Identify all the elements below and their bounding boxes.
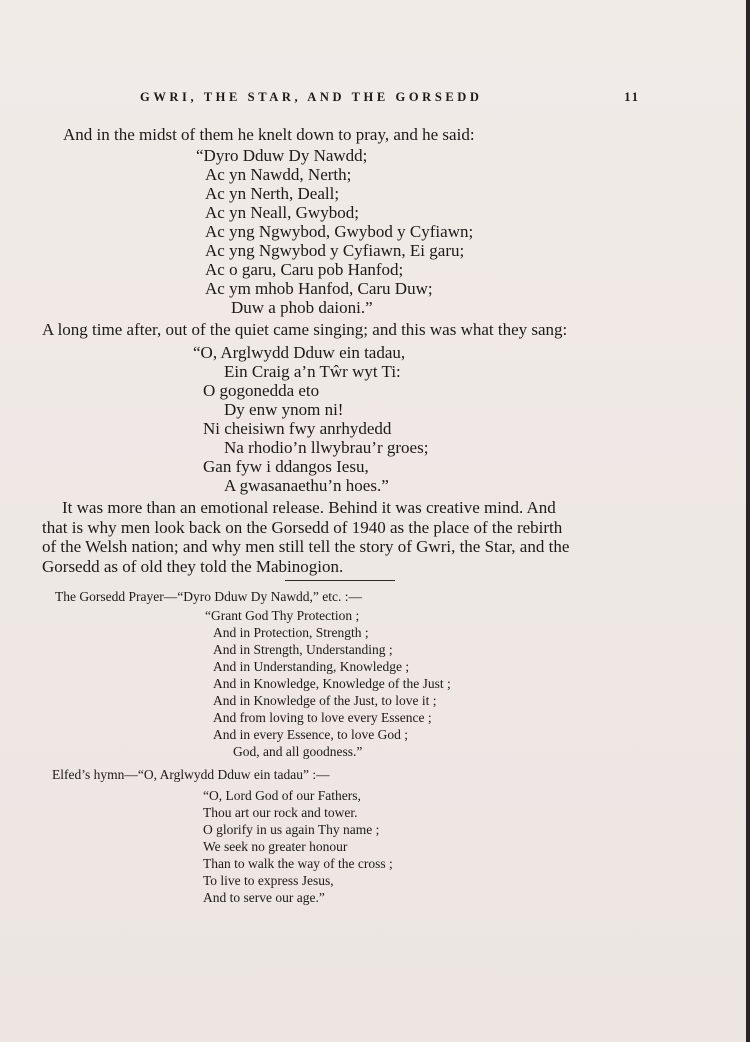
hymn-line: Dy enw ynom ni! — [224, 400, 344, 419]
footnote-line: We seek no greater honour — [203, 839, 348, 854]
hymn-line: Ein Craig a’n Tŵr wyt Ti: — [224, 362, 401, 381]
footnote-line: “O, Lord God of our Fathers, — [203, 788, 361, 803]
paragraph-line: Gorsedd as of old they told the Mabinogion. — [42, 556, 344, 576]
footnote-line: And from loving to love every Essence ; — [213, 710, 432, 725]
footnote-line: To live to express Jesus, — [203, 873, 334, 888]
paragraph-line: of the Welsh nation; and why men still tell the story of Gwri, the Star, and the — [42, 537, 570, 556]
prayer-line: Duw a phob daioni.” — [231, 298, 373, 317]
footnote-line: God, and all goodness.” — [233, 744, 363, 759]
paragraph-line: that is why men look back on the Gorsedd of 1940 as the place of the rebirth — [42, 517, 563, 537]
prayer-line: Ac yng Ngwybod, Gwybod y Cyfiawn; — [205, 222, 474, 241]
footnote-line: Than to walk the way of the cross ; — [203, 856, 393, 871]
footnote-line: And in Protection, Strength ; — [213, 625, 369, 640]
running-header — [40, 90, 640, 106]
hymn-line: O gogonedda eto — [203, 381, 320, 400]
hymn-line: A gwasanaethu’n hoes.” — [224, 476, 389, 495]
prayer-line: Ac ym mhob Hanfod, Caru Duw; — [205, 279, 433, 298]
footnote-line: “Grant God Thy Protection ; — [205, 608, 360, 623]
hymn-line: “O, Arglwydd Dduw ein tadau, — [193, 343, 406, 362]
prayer-line: Ac yn Nerth, Deall; — [205, 184, 340, 203]
footnote-hymn-label: Elfed’s hymn—“O, Arglwydd Dduw ein tadau” :— — [52, 767, 330, 782]
singing-line: A long time after, out of the quiet came singing; and this was what they sang: — [42, 320, 568, 339]
footnote-divider — [285, 580, 395, 581]
running-title: GWRI, THE STAR, AND THE GORSEDD — [140, 90, 483, 104]
prayer-line: Ac yn Nawdd, Nerth; — [205, 165, 352, 184]
hymn-line: Gan fyw i ddangos Iesu, — [203, 457, 369, 476]
page-edge — [746, 0, 750, 1042]
paragraph-line: It was more than an emotional release. Behind it was creative mind. And — [62, 498, 556, 517]
footnote-line: And to serve our age.” — [203, 890, 325, 905]
footnote-line: And in Knowledge of the Just, to love it ; — [213, 693, 437, 708]
prayer-line: “Dyro Dduw Dy Nawdd; — [196, 146, 368, 165]
footnote-line: And in Strength, Understanding ; — [213, 642, 393, 657]
prayer-line: Ac yn Neall, Gwybod; — [205, 203, 359, 222]
intro-line: And in the midst of them he knelt down to pray, and he said: — [63, 125, 475, 144]
footnote-line: And in every Essence, to love God ; — [213, 727, 408, 742]
footnote-line: And in Knowledge, Knowledge of the Just ; — [213, 676, 451, 691]
footnote-prayer-label: The Gorsedd Prayer—“Dyro Dduw Dy Nawdd,” etc. :— — [55, 589, 363, 604]
page-number: 11 — [624, 90, 640, 104]
footnote-line: O glorify in us again Thy name ; — [203, 822, 380, 837]
closing-paragraph — [42, 498, 642, 576]
hymn-line: Na rhodio’n llwybrau’r groes; — [224, 438, 429, 457]
footnote-line: And in Understanding, Knowledge ; — [213, 659, 410, 674]
footnote-line: Thou art our rock and tower. — [203, 805, 358, 820]
prayer-line: Ac yng Ngwybod y Cyfiawn, Ei garu; — [205, 241, 465, 260]
hymn-line: Ni cheisiwn fwy anrhydedd — [203, 419, 392, 438]
prayer-line: Ac o garu, Caru pob Hanfod; — [205, 260, 404, 279]
